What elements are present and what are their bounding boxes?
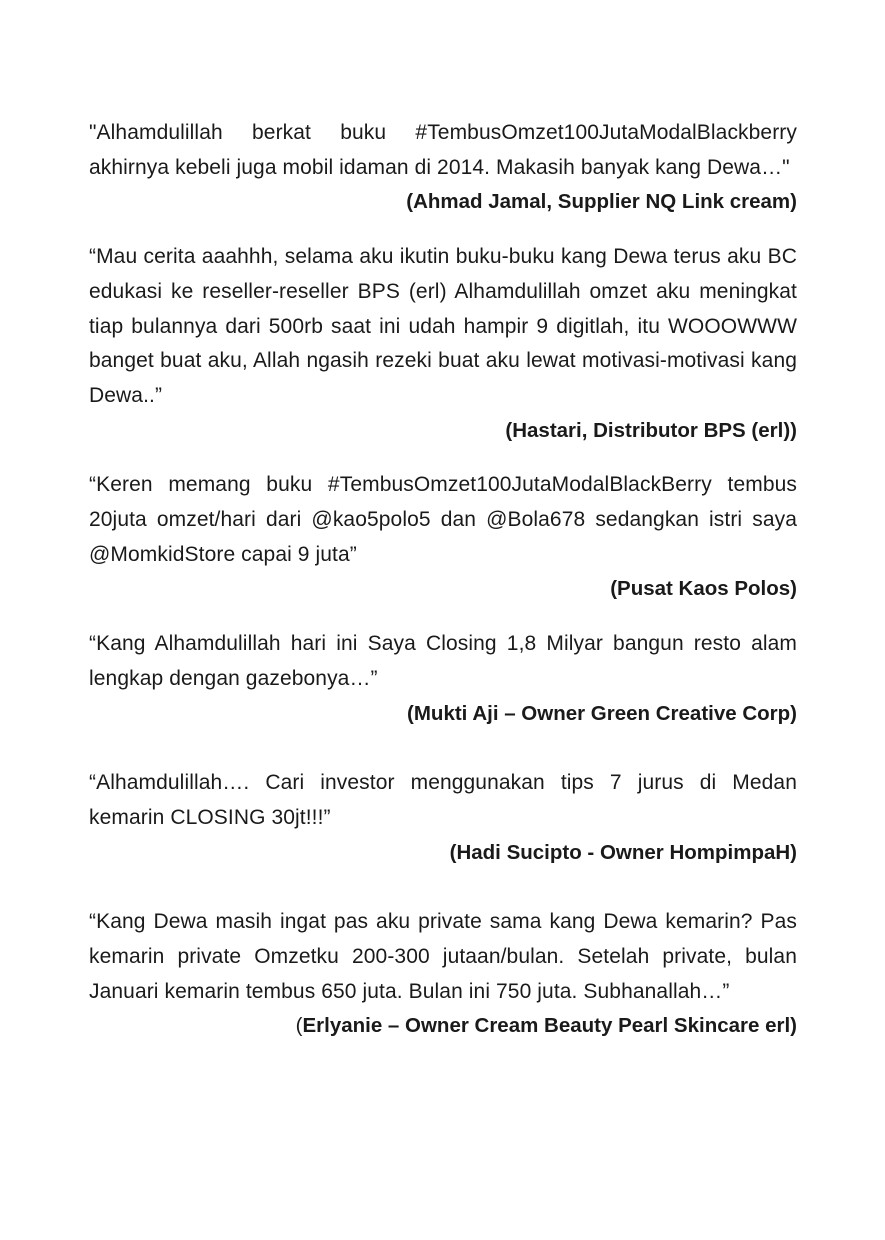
- testimonial-quote: “Kang Alhamdulillah hari ini Saya Closing 1,8 Milyar bangun resto alam lengkap dengan gazebonya…”: [89, 632, 797, 690]
- testimonial-5: [89, 766, 797, 870]
- testimonial-page: [89, 116, 797, 1044]
- testimonial-quote: “Mau cerita aaahhh, selama aku ikutin buku-buku kang Dewa terus aku BC edukasi ke reseller-reseller BPS (erl) Alhamdulillah omzet aku meningkat tiap bulannya dari 500rb saat ini udah hampir 9 digitlah, itu WOOOWWW banget buat aku, Allah ngasih rezeki buat aku lewat motivasi-motivasi kang Dewa..”: [89, 245, 797, 407]
- testimonial-author: (Ahmad Jamal, Supplier NQ Link cream): [406, 190, 797, 214]
- testimonial-quote: “Keren memang buku #TembusOmzet100JutaModalBlackBerry tembus 20juta omzet/hari dari @kao5polo5 dan @Bola678 sedangkan istri saya @MomkidStore capai 9 juta”: [89, 473, 797, 566]
- testimonial-author: (Hastari, Distributor BPS (erl)): [505, 418, 797, 442]
- testimonial-quote: “Alhamdulillah…. Cari investor menggunakan tips 7 jurus di Medan kemarin CLOSING 30jt!!!”: [89, 771, 797, 829]
- testimonial-6: [89, 905, 797, 1044]
- author-name: Erlyanie – Owner Cream Beauty Pearl Skincare erl): [302, 1014, 797, 1038]
- testimonial-1: [89, 116, 797, 220]
- author-open-paren: (: [295, 1014, 303, 1038]
- testimonial-quote: "Alhamdulillah berkat buku #TembusOmzet100JutaModalBlackberry akhirnya kebeli juga mobil idaman di 2014. Makasih banyak kang Dewa…": [89, 121, 797, 179]
- testimonial-author: (Mukti Aji – Owner Green Creative Corp): [407, 701, 797, 725]
- testimonial-author: (Hadi Sucipto - Owner HompimpaH): [449, 840, 797, 864]
- testimonial-author: [89, 1009, 797, 1044]
- testimonial-author: (Pusat Kaos Polos): [610, 577, 797, 601]
- testimonial-4: [89, 627, 797, 731]
- testimonial-2: [89, 240, 797, 448]
- testimonial-quote: “Kang Dewa masih ingat pas aku private sama kang Dewa kemarin? Pas kemarin private Omzetku 200-300 jutaan/bulan. Setelah private, bulan Januari kemarin tembus 650 juta. Bulan ini 750 juta. Subhanallah…”: [89, 910, 797, 1003]
- testimonial-3: [89, 468, 797, 607]
